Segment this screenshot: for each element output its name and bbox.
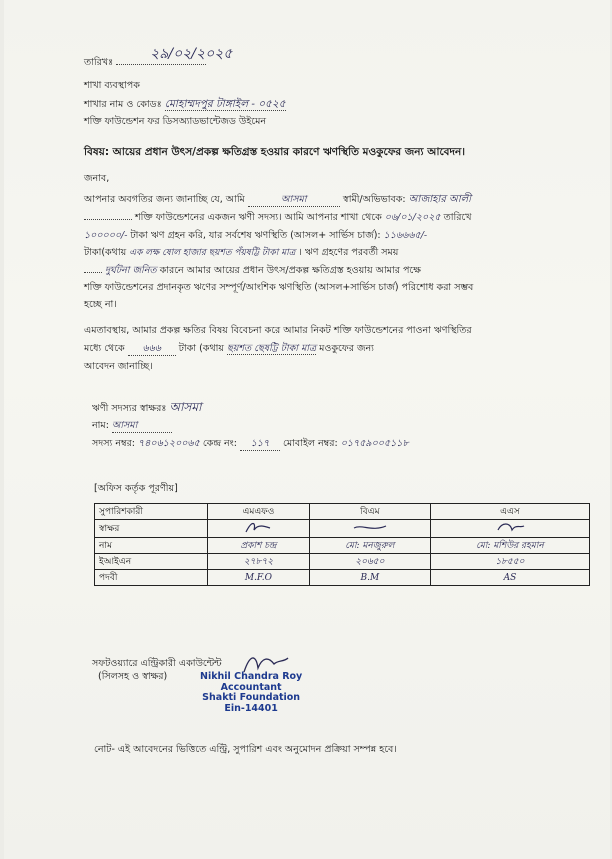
mfo-name: প্রকাশ চন্দ্র	[208, 538, 310, 554]
office-table	[94, 503, 590, 586]
signature-scribble-icon	[238, 520, 278, 534]
member-number-line: সদস্য নম্বর: ৭৪০৬১২০০৬৫ কেন্দ্র নং: ১১৭ মোবাইল নম্বর: ০১৭৫৯০০৫১১৮	[92, 438, 409, 449]
accountant-seal-note: (সিলসহ ও স্বাক্ষর)	[98, 671, 168, 682]
bm-signature	[309, 520, 430, 538]
as-name: মো: মশিউর রহমান	[430, 538, 589, 554]
reason: দুর্ঘটনা জনিত	[105, 265, 157, 276]
salutation: জনাব,	[84, 173, 110, 184]
para2-line1: এমতাবস্থায়, আমার প্রকল্প ক্ষতির বিষয় বিবেচনা করে আমার নিকট শক্তি ফাউন্ডেশনের পাওনা ঋণস্থিতির	[84, 325, 472, 336]
guardian-name: আজাহার আলী	[408, 194, 471, 205]
row-label: পদবী	[95, 570, 208, 586]
as-designation: AS	[430, 570, 589, 586]
loan-amount: ১০০০০০/-	[84, 230, 128, 241]
header-cell: বিএম	[309, 504, 430, 520]
para2-line3: আবেদন জানাচ্ছি।	[84, 361, 153, 372]
para1-line1: আপনার অবগতির জন্য জানাচ্ছি যে, আমি আসমা স্বামী/অভিভাবক: আজাহার আলী	[84, 194, 471, 205]
date-label: তারিখঃ	[84, 57, 114, 68]
signature-scribble-icon	[490, 520, 530, 534]
table-row	[95, 570, 590, 586]
loan-balance: ১১৬৬৬৫/-	[383, 230, 428, 241]
balance-in-words: এক লক্ষ ষোল হাজার ছয়শত পঁয়ষট্টি টাকা মাত্র	[129, 248, 296, 258]
waive-amount: ৬৬৬	[128, 343, 176, 356]
branch-label: শাখার নাম ও কোডঃ	[84, 99, 162, 110]
member-name: আসমা	[112, 420, 172, 433]
application-sheet	[4, 0, 610, 859]
mfo-designation: M.F.O	[208, 570, 310, 586]
header-cell: এমএফও	[208, 504, 310, 520]
mfo-signature	[208, 520, 310, 538]
as-ein: ১৮৫৫০	[430, 554, 589, 570]
member-signature: আসমা	[169, 400, 202, 414]
bm-name: মো: মনজুরুল	[309, 538, 430, 554]
row-label: স্বাক্ষর	[95, 520, 208, 538]
table-row	[95, 520, 590, 538]
para1-line6: শক্তি ফাউন্ডেশনের প্রদানকৃত ঋণের সম্পূর্ণ/আংশিক ঋণস্থিতি (আসল+সার্ভিস চার্জ) পরিশোধ করা সম্ভব	[84, 282, 474, 293]
mobile-number: ০১৭৫৯০০৫১১৮	[340, 438, 409, 449]
as-signature	[430, 520, 589, 538]
member-signature-line: ঋণী সদস্যর স্বাক্ষরঃ আসমা	[92, 400, 202, 414]
subject: বিষয়: আয়ের প্রধান উৎস/প্রকল্প ক্ষতিগ্রস্ত হওয়ার কারণে ঋণস্থিতি মওকুফের জন্য আবেদন।	[84, 146, 466, 158]
para1-line5: দুর্ঘটনা জনিত কারনে আমার আয়ের প্রধান উৎস/প্রকল্প ক্ষতিগ্রস্ত হওয়ায় আমার পক্ষে	[84, 265, 421, 277]
para1-line3: ১০০০০০/- টাকা ঋণ গ্রহন করি, যার সর্বশেষ ঋণস্থিতি (আসল+ সার্ভিস চার্জ): ১১৬৬৬৫/-	[84, 230, 428, 241]
loan-date: ০৬/০১/২০২৫	[384, 212, 441, 223]
bm-ein: ২০৬৫০	[309, 554, 430, 570]
branch-value: মোহাম্মদপুর টাঙ্গাইল - ০৫২৫	[164, 98, 286, 110]
accountant-line: সফটওয়্যারে এন্ট্রিকারী একাউন্টেন্ট	[92, 658, 222, 669]
center-number: ১১৭	[240, 438, 280, 451]
date-line	[84, 46, 233, 69]
para1-line4: টাকা(কথায় এক লক্ষ ষোল হাজার ছয়শত পঁয়ষট্টি টাকা মাত্র । ঋণ গ্রহণের পরবর্তী সময়	[84, 247, 399, 258]
office-caption: [অফিস কর্তৃক পূরণীয়]	[94, 483, 178, 494]
waive-in-words: ছয়শত ছেষট্টি টাকা মাত্র	[226, 343, 317, 354]
office-table-header	[95, 504, 590, 520]
para2-line2: মধ্যে থেকে ৬৬৬ টাকা (কথায় ছয়শত ছেষট্টি টাকা মাত্র মওকুফের জন্য	[84, 343, 374, 354]
bm-designation: B.M	[309, 570, 430, 586]
table-row	[95, 554, 590, 570]
header-cell: সুপারিশকারী	[95, 504, 208, 520]
branch-line	[84, 98, 286, 111]
manager-line: শাখা ব্যবস্থাপক	[84, 80, 140, 91]
member-name-line: নাম: আসমা	[92, 420, 172, 433]
row-label: ইআইএন	[95, 554, 208, 570]
org-line: শক্তি ফাউন্ডেশন ফর ডিসঅ্যাডভান্টেজড উইমেন	[84, 116, 267, 127]
footer-note: নোট- এই আবেদনের ভিত্তিতে এন্ট্রি, সুপারিশ এবং অনুমোদন প্রক্রিয়া সম্পন্ন হবে।	[94, 744, 397, 755]
accountant-stamp: Nikhil Chandra Roy Accountant Shakti Foundation Ein-14401	[200, 671, 303, 714]
para1-line7: হচ্ছে না।	[84, 299, 117, 310]
mfo-ein: ২৭৮৭২	[208, 554, 310, 570]
signature-scribble-icon	[350, 520, 390, 534]
row-label: নাম	[95, 538, 208, 554]
header-cell: এএস	[430, 504, 589, 520]
applicant-name: আসমা	[248, 194, 340, 207]
member-number: ৭৪০৬১২০০৬৫	[138, 438, 200, 449]
para1-line2: শক্তি ফাউন্ডেশনের একজন ঋণী সদস্য। আমি আপনার শাখা থেকে ০৬/০১/২০২৫ তারিখে	[84, 212, 472, 224]
table-row	[95, 538, 590, 554]
date-value: ২৯/০২/২০২৫	[150, 46, 233, 62]
